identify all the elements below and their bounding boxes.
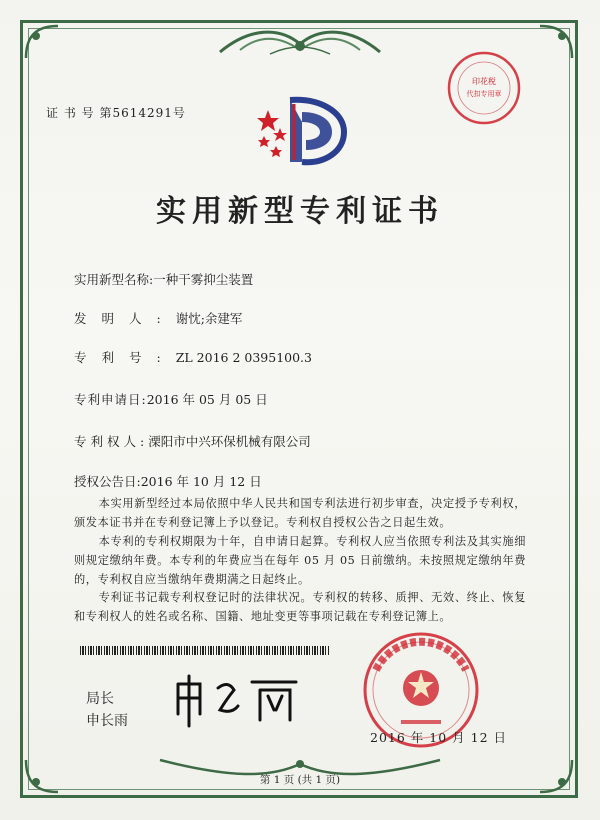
barcode: [80, 646, 330, 655]
field-value: ZL 2016 2 0395100.3: [175, 350, 312, 365]
issue-date: 2016 年 10 月 12 日: [370, 730, 507, 745]
svg-text:代扣专用章: 代扣专用章: [466, 90, 502, 98]
paragraph-legal-status: 专利证书记载专利权登记时的法律状况。专利权的转移、质押、无效、终止、恢复和专利权人的姓名或名称、国籍、地址变更等事项记载在专利登记簿上。: [74, 591, 526, 623]
director-title: 局长: [86, 691, 114, 707]
tax-seal-icon: [446, 50, 522, 126]
top-ornament: [210, 22, 390, 62]
field-label: 专利权人:: [74, 434, 149, 449]
patent-office-emblem-icon: [250, 90, 350, 170]
field-inventor: [74, 309, 242, 327]
field-value: 一种干雾抑尘装置: [153, 272, 254, 287]
director-name: 申长雨: [86, 713, 128, 729]
field-value: 溧阳市中兴环保机械有限公司: [148, 434, 311, 449]
corner-ornament-top-right: [536, 22, 576, 62]
field-value: 谢忱;余建军: [175, 311, 243, 326]
certificate-title: 实用新型专利证书: [156, 194, 444, 229]
field-label: 专利申请日:: [74, 392, 147, 407]
field-patent-number: [74, 348, 312, 366]
field-utility-model-name: [74, 270, 253, 288]
field-application-date: [74, 390, 268, 408]
field-label: 专利号:: [74, 350, 176, 365]
field-label: 发明人:: [74, 311, 176, 326]
paragraph-grant: 本实用新型经过本局依照中华人民共和国专利法进行初步审查，决定授予专利权，颁发本证书并在专利登记簿上予以登记。专利权自授权公告之日起生效。: [74, 497, 526, 529]
field-value: 2016 年 10 月 12 日: [140, 474, 262, 489]
paragraph-term: 本专利的专利权期限为十年，自申请日起算。专利权人应当依照专利法及其实施细则规定缴纳年费。本专利的年费应当在每年 05 月 05 日前缴纳。未按照规定缴纳年费的，专利权自应当缴纳年费期满之日起终止。: [74, 535, 526, 586]
director-signature: [168, 670, 308, 730]
svg-text:印花税: 印花税: [472, 77, 496, 86]
certificate-number: 证 书 号 第5614291号: [46, 106, 186, 120]
page-number: 第 1 页 (共 1 页): [259, 774, 341, 786]
field-label: 授权公告日:: [74, 474, 141, 489]
field-label: 实用新型名称:: [74, 272, 154, 287]
field-grant-date: [74, 472, 262, 490]
field-value: 2016 年 05 月 05 日: [146, 392, 268, 407]
field-patentee: [74, 432, 311, 450]
corner-ornament-top-left: [22, 22, 62, 62]
